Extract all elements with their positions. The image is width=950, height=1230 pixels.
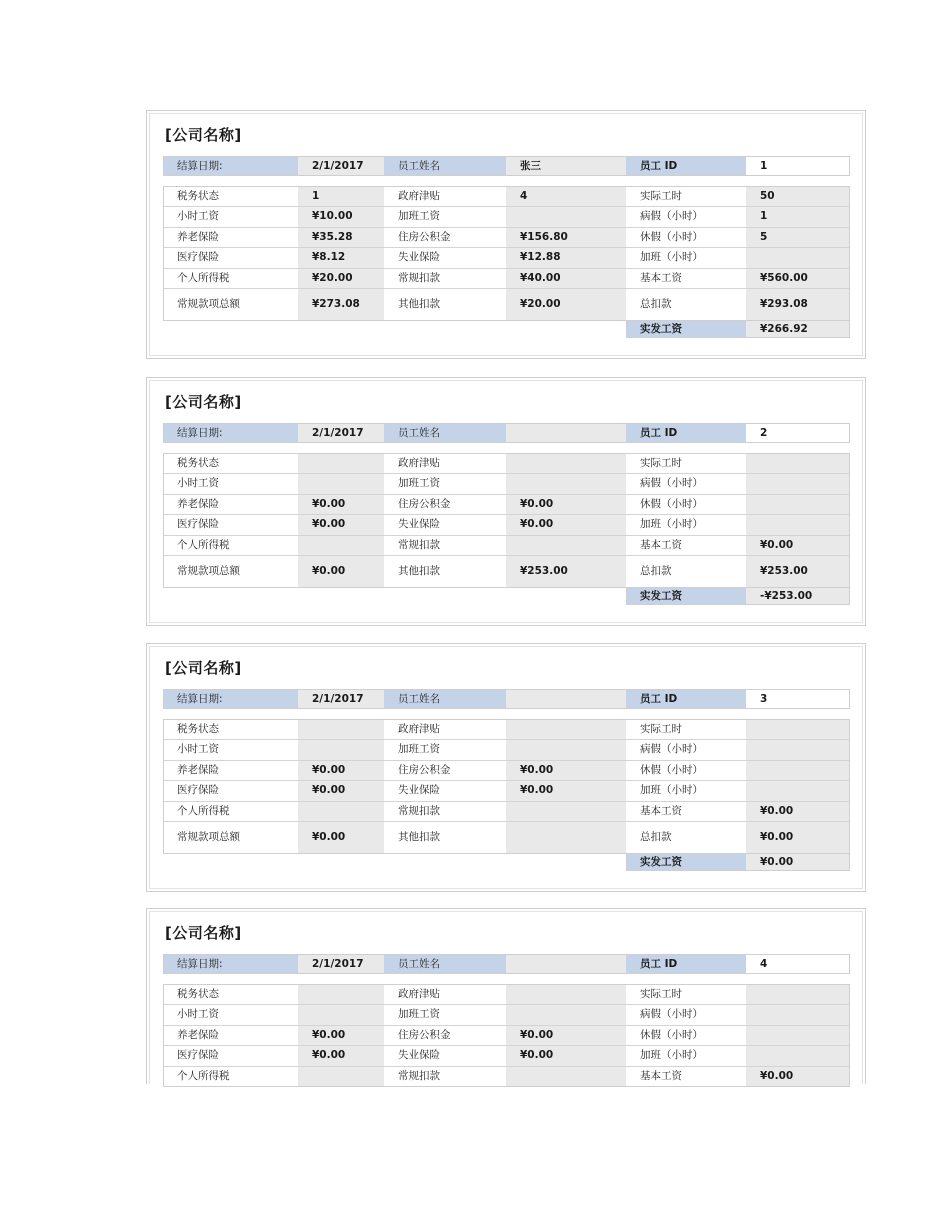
field-value: ¥0.00 [298,1045,384,1065]
field-value: ¥0.00 [506,780,626,800]
field-value [298,719,384,739]
employee-name-label: 员工姓名 [384,423,506,443]
field-label: 休假（小时） [640,1028,703,1041]
net-pay-label: 实发工资 [626,588,746,605]
field-label: 总扣款 [640,565,672,578]
row-divider [163,206,850,207]
field-value: ¥0.00 [298,514,384,534]
pay-date-label: 结算日期: [163,156,298,176]
field-value [746,1004,850,1024]
employee-name-label: 员工姓名 [384,954,506,974]
field-label: 医疗保险 [177,784,219,797]
field-value [746,760,850,780]
pay-date-label: 结算日期: [163,954,298,974]
field-label: 失业保险 [398,1049,440,1062]
row-divider [163,473,850,474]
field-label: 政府津贴 [398,456,440,469]
field-label: 小时工资 [177,1008,219,1021]
employee-name-value [506,423,626,443]
field-label: 基本工资 [640,538,682,551]
field-value [746,984,850,1004]
field-label: 常规款项总额 [177,298,240,311]
field-value: ¥12.88 [506,247,626,267]
field-value: ¥0.00 [298,821,384,854]
field-value: ¥0.00 [746,821,850,854]
field-label: 常规扣款 [398,271,440,284]
field-value [506,984,626,1004]
field-label: 休假（小时） [640,230,703,243]
net-pay-label: 实发工资 [626,321,746,338]
field-label: 加班（小时） [640,251,703,264]
field-label: 常规款项总额 [177,831,240,844]
employee-name-label: 员工姓名 [384,156,506,176]
field-label: 养老保险 [177,497,219,510]
field-value [298,984,384,1004]
field-value: ¥0.00 [298,780,384,800]
row-divider [163,555,850,556]
field-value [298,535,384,555]
field-label: 病假（小时） [640,477,703,490]
field-label: 失业保险 [398,518,440,531]
payslip [146,643,866,892]
field-value [746,453,850,473]
field-value [298,453,384,473]
employee-id-value: 3 [746,689,850,709]
field-label: 常规扣款 [398,804,440,817]
field-label: 实际工时 [640,722,682,735]
employee-name-value [506,689,626,709]
field-label: 小时工资 [177,743,219,756]
company-name: [公司名称] [165,659,242,677]
row-divider [163,739,850,740]
row-divider [163,760,850,761]
net-pay-value: ¥266.92 [746,321,850,338]
row-divider [163,801,850,802]
field-label: 基本工资 [640,804,682,817]
field-value [506,453,626,473]
field-label: 实际工时 [640,456,682,469]
field-label: 实际工时 [640,189,682,202]
field-value: 1 [746,206,850,226]
field-label: 常规款项总额 [177,565,240,578]
field-label: 失业保险 [398,251,440,264]
employee-name-value [506,954,626,974]
company-name: [公司名称] [165,126,242,144]
field-value [298,473,384,493]
field-label: 加班（小时） [640,518,703,531]
field-label: 住房公积金 [398,763,451,776]
field-value [298,1004,384,1024]
employee-id-value: 4 [746,954,850,974]
pay-date-value: 2/1/2017 [298,954,384,974]
employee-id-label: 员工 ID [626,954,746,974]
field-label: 小时工资 [177,477,219,490]
net-pay-label: 实发工资 [626,854,746,871]
field-value: ¥0.00 [746,535,850,555]
field-label: 病假（小时） [640,743,703,756]
employee-id-label: 员工 ID [626,423,746,443]
row-divider [163,1004,850,1005]
field-label: 其他扣款 [398,565,440,578]
field-value [298,739,384,759]
field-value: ¥0.00 [298,555,384,588]
field-value: ¥293.08 [746,288,850,321]
row-divider [163,268,850,269]
company-name: [公司名称] [165,924,242,942]
row-divider [163,494,850,495]
employee-id-label: 员工 ID [626,689,746,709]
field-label: 基本工资 [640,271,682,284]
field-label: 政府津贴 [398,987,440,1000]
field-label: 医疗保险 [177,251,219,264]
field-label: 养老保险 [177,230,219,243]
field-value [746,739,850,759]
row-divider [163,288,850,289]
pay-date-value: 2/1/2017 [298,156,384,176]
field-value [298,1066,384,1086]
field-value [746,473,850,493]
payslip [146,110,866,359]
net-pay-value: -¥253.00 [746,588,850,605]
field-label: 病假（小时） [640,210,703,223]
field-label: 税务状态 [177,722,219,735]
field-label: 休假（小时） [640,763,703,776]
field-label: 总扣款 [640,831,672,844]
row-divider [163,247,850,248]
field-value [746,780,850,800]
field-value: ¥20.00 [298,268,384,288]
field-value [746,514,850,534]
field-label: 税务状态 [177,189,219,202]
field-value [746,1045,850,1065]
field-label: 养老保险 [177,1028,219,1041]
field-label: 税务状态 [177,987,219,1000]
field-label: 政府津贴 [398,189,440,202]
field-label: 医疗保险 [177,1049,219,1062]
field-label: 常规扣款 [398,538,440,551]
field-label: 住房公积金 [398,230,451,243]
pay-date-value: 2/1/2017 [298,689,384,709]
field-value: 1 [298,186,384,206]
row-divider [163,227,850,228]
field-label: 个人所得税 [177,538,230,551]
row-divider [163,821,850,822]
field-value: ¥0.00 [298,494,384,514]
field-label: 常规扣款 [398,1069,440,1082]
field-value [746,247,850,267]
field-value: 5 [746,227,850,247]
field-value: ¥0.00 [746,801,850,821]
row-divider [163,780,850,781]
field-label: 个人所得税 [177,804,230,817]
field-value: ¥0.00 [506,760,626,780]
employee-id-value: 2 [746,423,850,443]
field-value: ¥0.00 [298,760,384,780]
field-value: ¥0.00 [746,1066,850,1086]
field-label: 基本工资 [640,1069,682,1082]
field-label: 税务状态 [177,456,219,469]
field-value: ¥10.00 [298,206,384,226]
field-label: 休假（小时） [640,497,703,510]
field-value: ¥35.28 [298,227,384,247]
field-label: 病假（小时） [640,1008,703,1021]
field-label: 个人所得税 [177,271,230,284]
pay-date-label: 结算日期: [163,423,298,443]
field-value: ¥0.00 [506,1045,626,1065]
field-value: ¥40.00 [506,268,626,288]
field-value [506,739,626,759]
employee-id-value: 1 [746,156,850,176]
field-value [506,1004,626,1024]
row-divider [163,514,850,515]
field-value: ¥20.00 [506,288,626,321]
field-value: ¥560.00 [746,268,850,288]
field-label: 加班（小时） [640,784,703,797]
field-value [506,719,626,739]
field-label: 失业保险 [398,784,440,797]
field-value: 50 [746,186,850,206]
payslip [146,908,866,1084]
field-value: ¥0.00 [506,514,626,534]
field-value: ¥253.00 [746,555,850,588]
payslip [146,377,866,626]
row-divider [163,1066,850,1067]
field-label: 加班工资 [398,477,440,490]
field-value: ¥0.00 [298,1025,384,1045]
field-value [746,1025,850,1045]
field-label: 养老保险 [177,763,219,776]
field-value [506,473,626,493]
field-label: 小时工资 [177,210,219,223]
field-label: 其他扣款 [398,298,440,311]
field-label: 加班工资 [398,743,440,756]
company-name: [公司名称] [165,393,242,411]
row-divider [163,1025,850,1026]
pay-date-value: 2/1/2017 [298,423,384,443]
field-label: 加班（小时） [640,1049,703,1062]
employee-id-label: 员工 ID [626,156,746,176]
row-divider [163,1045,850,1046]
net-pay-value: ¥0.00 [746,854,850,871]
field-value: ¥253.00 [506,555,626,588]
employee-name-label: 员工姓名 [384,689,506,709]
field-label: 实际工时 [640,987,682,1000]
field-value: 4 [506,186,626,206]
row-divider [163,535,850,536]
field-value [746,719,850,739]
field-value: ¥0.00 [506,494,626,514]
field-value [506,206,626,226]
field-value [506,535,626,555]
field-label: 政府津贴 [398,722,440,735]
employee-name-value: 张三 [506,156,626,176]
field-label: 其他扣款 [398,831,440,844]
field-label: 加班工资 [398,210,440,223]
pay-date-label: 结算日期: [163,689,298,709]
field-value [506,1066,626,1086]
field-value: ¥0.00 [506,1025,626,1045]
field-value [298,801,384,821]
field-value [746,494,850,514]
field-value: ¥156.80 [506,227,626,247]
field-value [506,821,626,854]
field-label: 加班工资 [398,1008,440,1021]
field-label: 个人所得税 [177,1069,230,1082]
field-label: 总扣款 [640,298,672,311]
field-value [506,801,626,821]
field-label: 住房公积金 [398,1028,451,1041]
field-value: ¥8.12 [298,247,384,267]
field-label: 医疗保险 [177,518,219,531]
field-label: 住房公积金 [398,497,451,510]
field-value: ¥273.08 [298,288,384,321]
